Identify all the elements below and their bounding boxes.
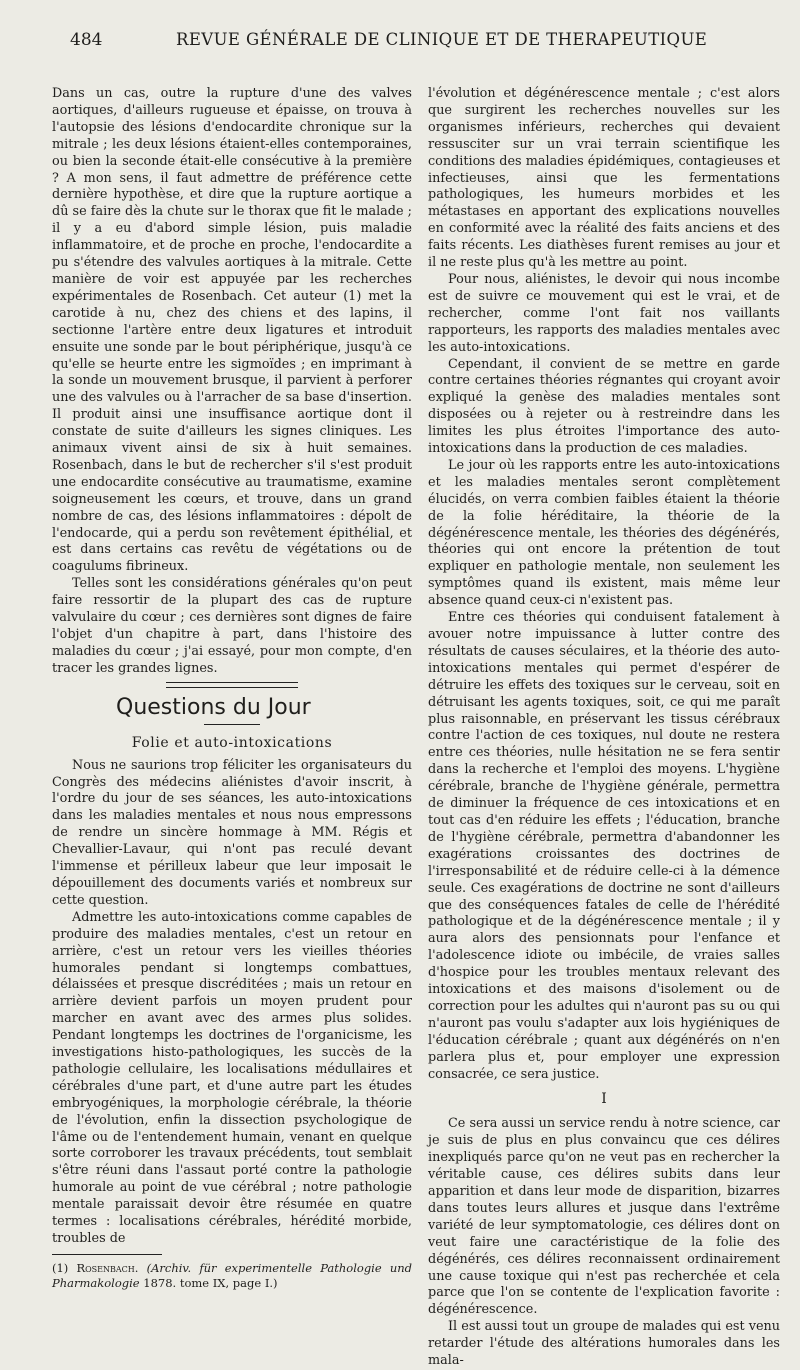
running-header [0,30,800,54]
paragraph: Entre ces théories qui conduisent fatalement à avouer notre impuissance à lutter contre des résultats de causes séculaires, et la théorie des auto-intoxications mentales qui permet d'espérer de détruire les effets des toxiques sur le cerveau, soit en détruisant les agents toxiques, soit, ce qui me paraît plus raisonnable, en préservant les tissus cérébraux contre l'action de ces toxiques, nul doute ne restera entre ces théories, nulle hésitation ne se fera sentir dans la recherche et l'emploi des moyens. L'hygiène cérébrale, branche de l'hygiène générale, permettra de diminuer la fréquence de ces intoxications et en tout cas d'en réduire les effets ; l'éducation, branche de l'hygiène cérébrale, permettra d'abandonner les exagérations croissantes des doctrines de l'irresponsabilité et de réduire celle-ci à la démence seule. Ces exagérations de doctrine ne sont d'ailleurs que des conséquences fatales de celle de l'hérédité pathologique et de la dégénérescence mentale ; il y aura alors des pensionnats pour l'enfance et l'adolescence idiote ou imbécile, de vraies salles d'hospice pour les troubles mentaux relevant des intoxications et des maisons d'isolement ou de correction pour les adultes qui n'auront pas su ou qui n'auront pas voulu s'adapter aux lois hygiéniques de l'éducation cérébrale ; quant aux dégénérés on n'en parlera plus et, pour employer une expression consacrée, ce sera justice. [428,610,780,1082]
paragraph: Ce sera aussi un service rendu à notre science, car je suis de plus en plus convaincu que ces délires inexpliqués parce qu'on ne veut pas en rechercher la véritable cause, ces délires subits dans leur apparition et dans leur mode de disparition, bizarres dans toutes leurs allures et jusque dans l'extrême variété de leur symptomatologie, ces délires dont on veut faire une caractéristique de la folie des dégénérés, ces délires reconnaissent ordinairement une cause toxique qui n'est pas recherchée et cela parce que l'on se contente de l'explication favorite : dégénérescence. [428,1116,780,1318]
footnote [52,1261,412,1291]
paragraph: Nous ne saurions trop féliciter les organisateurs du Congrès des médecins aliénistes d'avoir inscrit, à l'ordre du jour de ses séances, les auto-intoxications dans les maladies mentales et nous nous empressons de rendre un sincère hommage à MM. Régis et Chevallier-Lavaur, qui n'ont pas reculé devant l'immense et périlleux labeur que leur imposait le dépouillement des documents variés et nombreux sur cette question. [52,757,412,908]
footnote-source: (Archiv. für experimentelle Pathologie und Pharmakologie [52,1260,413,1290]
paragraph: Telles sont les considérations générales qu'on peut faire ressortir de la plupart des cas de rupture valvulaire du cœur ; ces dernières sont dignes de faire l'objet d'un chapitre à part, dans l'histoire des maladies du cœur ; j'ai essayé, pour mon compte, d'en tracer les grandes lignes. [52,576,412,676]
section-numeral: I [601,1091,607,1108]
page-number: 484 [70,30,103,50]
paragraph: Admettre les auto-intoxications comme capables de produire des maladies mentales, c'est un retour en arrière, c'est un retour vers les vieilles théories humorales pendant si longtemps combattues, délaissées et presque discréditées ; mais un retour en arrière devient parfois un moyen prudent pour marcher en avant avec des armes plus solides. Pendant longtemps les doctrines de l'organicisme, les investigations histo-pathologiques, les succès de la pathologie cellulaire, les localisations médullaires et cérébrales d'une part, et d'une autre part les études embryogéniques, la morphologie cérébrale, la théorie de l'évolution, enfin la dissection psychologique de l'âme ou de l'entendement humain, venant en quelque sorte corroborer les travaux précédents, tout semblait s'être réuni dans l'assaut porté contre la pathologie humorale au point de vue cérébral ; notre pathologie mentale paraissait devoir être résumée en quatre termes : localisations cérébrales, hérédité morbide, troubles de [52,909,412,1246]
section-title: Questions du Jour [116,694,311,720]
footnote-divider [52,1254,162,1255]
running-title: REVUE GÉNÉRALE DE CLINIQUE ET DE THERAPEUTIQUE [176,30,708,49]
right-column [428,86,780,1370]
paragraph: Cependant, il convient de se mettre en garde contre certaines théories régnantes qui croyant avoir expliqué la genèse des maladies mentales sont disposées ou à rejeter ou à restreindre dans les limites les plus étroites l'importance des auto-intoxications dans la production de ces maladies. [428,356,780,457]
footnote-author: Rosenbach. [76,1260,139,1275]
paragraph: Pour nous, aliénistes, le devoir qui nous incombe est de suivre ce mouvement qui est le vrai, et de rechercher, comme l'ont fait nos vaillants rapporteurs, les rapports des maladies mentales avec les auto-intoxications. [428,271,780,355]
article-title: Folie et auto-intoxications [131,734,333,751]
paragraph: Le jour où les rapports entre les auto-intoxications et les maladies mentales seront complètement élucidés, on verra combien faibles étaient la théorie de la folie héréditaire, la théorie de la dégénérescence mentale, les théories des dégénérés, théories qui ont encore la prétention de tout expliquer en pathologie mentale, non seulement les symptômes quand ils existent, mais même leur absence quand ceux-ci n'existent pas. [428,457,780,609]
title-divider [204,724,260,725]
footnote-marker: (1) [52,1260,69,1275]
paragraph: l'évolution et dégénérescence mentale ; c'est alors que surgirent les recherches nouvelles sur les organismes inférieurs, recherches qui devaient ressusciter sur un vrai terrain scientifique les conditions des maladies épidémiques, contagieuses et infectieuses, ainsi que les fermentations pathologiques, les humeurs morbides et les métastases en apportant des explications nouvelles en conformité avec la réalité des faits anciens et des faits récents. Les diathèses furent remises au jour et il ne reste plus qu'à les mettre au point. [428,86,780,271]
section-divider [166,682,298,688]
paragraph: Il est aussi tout un groupe de malades qui est venu retarder l'étude des altérations humorales dans les mala- [428,1319,780,1369]
footnote-rest: 1878. tome IX, page I.) [143,1275,278,1290]
left-column [52,86,412,1291]
paragraph: Dans un cas, outre la rupture d'une des valves aortiques, d'ailleurs rugueuse et épaisse, on trouva à l'autopsie des lésions d'endocardite chronique sur la mitrale ; les deux lésions étaient-elles contemporaines, ou bien la seconde était-elle consécutive à la première ? A mon sens, il faut admettre de préférence cette dernière hypothèse, et dire que la rupture aortique a dû se faire dès la chute sur le thorax que fit le malade ; il y a eu d'abord simple lésion, puis maladie inflammatoire, et de proche en proche, l'endocardite a pu s'étendre des valvules aortiques à la mitrale. Cette manière de voir est appuyée par les recherches expérimentales de Rosenbach. Cet auteur (1) met la carotide à nu, chez des chiens et des lapins, il sectionne l'artère entre deux ligatures et introduit ensuite une sonde par le bout périphérique, jusqu'à ce qu'elle se heurte entre les sigmoïdes ; en imprimant à la sonde un mouvement brusque, il parvient à perforer une des valvules ou à l'arracher de sa base d'insertion. Il produit ainsi une insuffisance aortique dont il constate de suite d'ailleurs les signes cliniques. Les animaux vivent ainsi de six à huit semaines. Rosenbach, dans le but de rechercher s'il s'est produit une endocardite consécutive au traumatisme, examine soigneusement les cœurs, et trouve, dans un grand nombre de cas, des lésions inflammatoires : dépolt de l'endocarde, qui a perdu son revêtement épithélial, et est dans certains cas revêtu de végétations ou de coagulums fibrineux. [52,86,412,575]
